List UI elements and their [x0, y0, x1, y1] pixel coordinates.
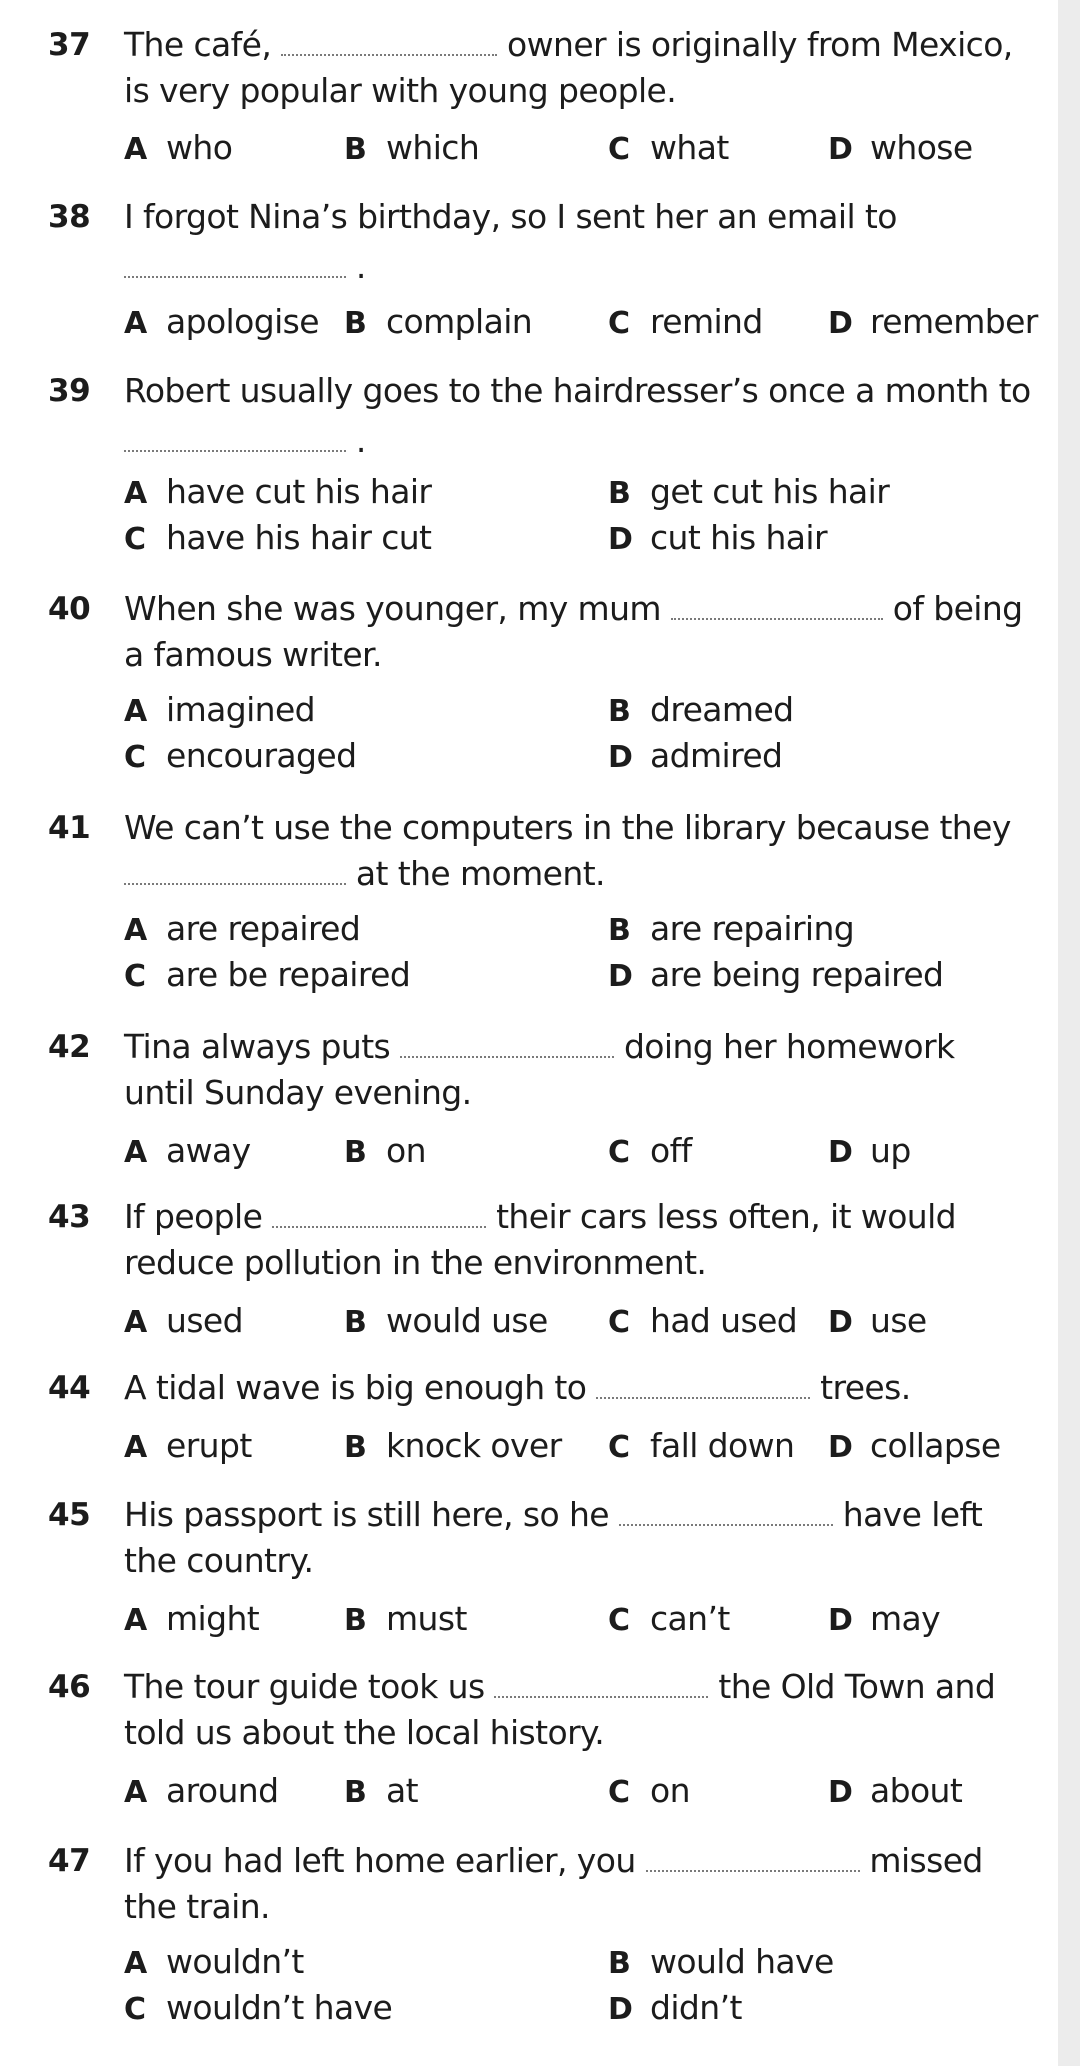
answer-blank[interactable]: [272, 1204, 486, 1228]
question-number: 37: [48, 27, 91, 63]
option-a[interactable]: A away: [124, 1131, 251, 1170]
question-number: 39: [48, 373, 91, 409]
option-b[interactable]: B which: [344, 128, 480, 167]
option-a[interactable]: A who: [124, 128, 233, 167]
question-stem: We can’t use the computers in the library because they at the moment.: [124, 808, 1011, 893]
option-c[interactable]: C had used: [608, 1301, 798, 1340]
answer-blank[interactable]: [671, 596, 883, 620]
question-number: 46: [48, 1669, 91, 1705]
answer-blank[interactable]: [596, 1375, 810, 1399]
option-a[interactable]: A are repaired: [124, 909, 361, 948]
option-a[interactable]: A wouldn’t: [124, 1942, 304, 1981]
question-stem: Tina always puts doing her homework until Sunday evening.: [124, 1027, 955, 1112]
option-b[interactable]: B complain: [344, 302, 533, 341]
answer-blank[interactable]: [400, 1034, 614, 1058]
option-c[interactable]: C are be repaired: [124, 955, 411, 994]
question-number: 38: [48, 199, 91, 235]
option-a[interactable]: A erupt: [124, 1426, 252, 1465]
option-b[interactable]: B dreamed: [608, 690, 794, 729]
option-d[interactable]: D cut his hair: [608, 518, 827, 557]
question-number: 41: [48, 810, 91, 846]
option-b[interactable]: B must: [344, 1599, 467, 1638]
question-number: 42: [48, 1029, 91, 1065]
option-d[interactable]: D are being repaired: [608, 955, 944, 994]
option-c[interactable]: C have his hair cut: [124, 518, 432, 557]
option-b[interactable]: B would use: [344, 1301, 548, 1340]
answer-blank[interactable]: [619, 1502, 833, 1526]
option-d[interactable]: D admired: [608, 736, 783, 775]
option-d[interactable]: D use: [828, 1301, 927, 1340]
question-stem: If people their cars less often, it would reduce pollution in the environment.: [124, 1197, 957, 1282]
option-d[interactable]: D collapse: [828, 1426, 1001, 1465]
option-a[interactable]: A imagined: [124, 690, 316, 729]
option-a[interactable]: A around: [124, 1771, 279, 1810]
option-c[interactable]: C on: [608, 1771, 690, 1810]
answer-blank[interactable]: [124, 861, 346, 885]
question-number: 47: [48, 1843, 91, 1879]
question-number: 40: [48, 591, 91, 627]
question-stem: When she was younger, my mum of being a famous writer.: [124, 589, 1023, 674]
option-d[interactable]: D up: [828, 1131, 911, 1170]
option-c[interactable]: C off: [608, 1131, 692, 1170]
option-c[interactable]: C remind: [608, 302, 763, 341]
option-c[interactable]: C fall down: [608, 1426, 795, 1465]
option-b[interactable]: B would have: [608, 1942, 834, 1981]
option-b[interactable]: B knock over: [344, 1426, 562, 1465]
option-d[interactable]: D may: [828, 1599, 941, 1638]
question-number: 43: [48, 1199, 91, 1235]
option-b[interactable]: B get cut his hair: [608, 472, 890, 511]
question-stem: I forgot Nina’s birthday, so I sent her an email to .: [124, 197, 897, 286]
question-stem: If you had left home earlier, you missed the train.: [124, 1841, 983, 1926]
question-stem: The café, owner is originally from Mexico, is very popular with young people.: [124, 25, 1013, 110]
question-stem: The tour guide took us the Old Town and told us about the local history.: [124, 1667, 996, 1752]
answer-blank[interactable]: [124, 428, 346, 452]
question-number: 45: [48, 1497, 91, 1533]
option-d[interactable]: D about: [828, 1771, 963, 1810]
option-c[interactable]: C encouraged: [124, 736, 357, 775]
answer-blank[interactable]: [124, 254, 346, 278]
option-c[interactable]: C can’t: [608, 1599, 730, 1638]
answer-blank[interactable]: [281, 32, 497, 56]
question-stem: A tidal wave is big enough to trees.: [124, 1368, 911, 1407]
question-stem: Robert usually goes to the hairdresser’s once a month to .: [124, 371, 1031, 460]
option-a[interactable]: A have cut his hair: [124, 472, 432, 511]
option-a[interactable]: A might: [124, 1599, 260, 1638]
option-d[interactable]: D didn’t: [608, 1988, 742, 2027]
answer-blank[interactable]: [646, 1848, 860, 1872]
question-number: 44: [48, 1370, 91, 1406]
answer-blank[interactable]: [494, 1674, 708, 1698]
option-d[interactable]: D remember: [828, 302, 1038, 341]
question-stem: His passport is still here, so he have left the country.: [124, 1495, 983, 1580]
option-c[interactable]: C wouldn’t have: [124, 1988, 393, 2027]
option-b[interactable]: B at: [344, 1771, 418, 1810]
option-b[interactable]: B are repairing: [608, 909, 855, 948]
option-a[interactable]: A apologise: [124, 302, 319, 341]
option-d[interactable]: D whose: [828, 128, 973, 167]
option-c[interactable]: C what: [608, 128, 729, 167]
option-a[interactable]: A used: [124, 1301, 243, 1340]
option-b[interactable]: B on: [344, 1131, 426, 1170]
